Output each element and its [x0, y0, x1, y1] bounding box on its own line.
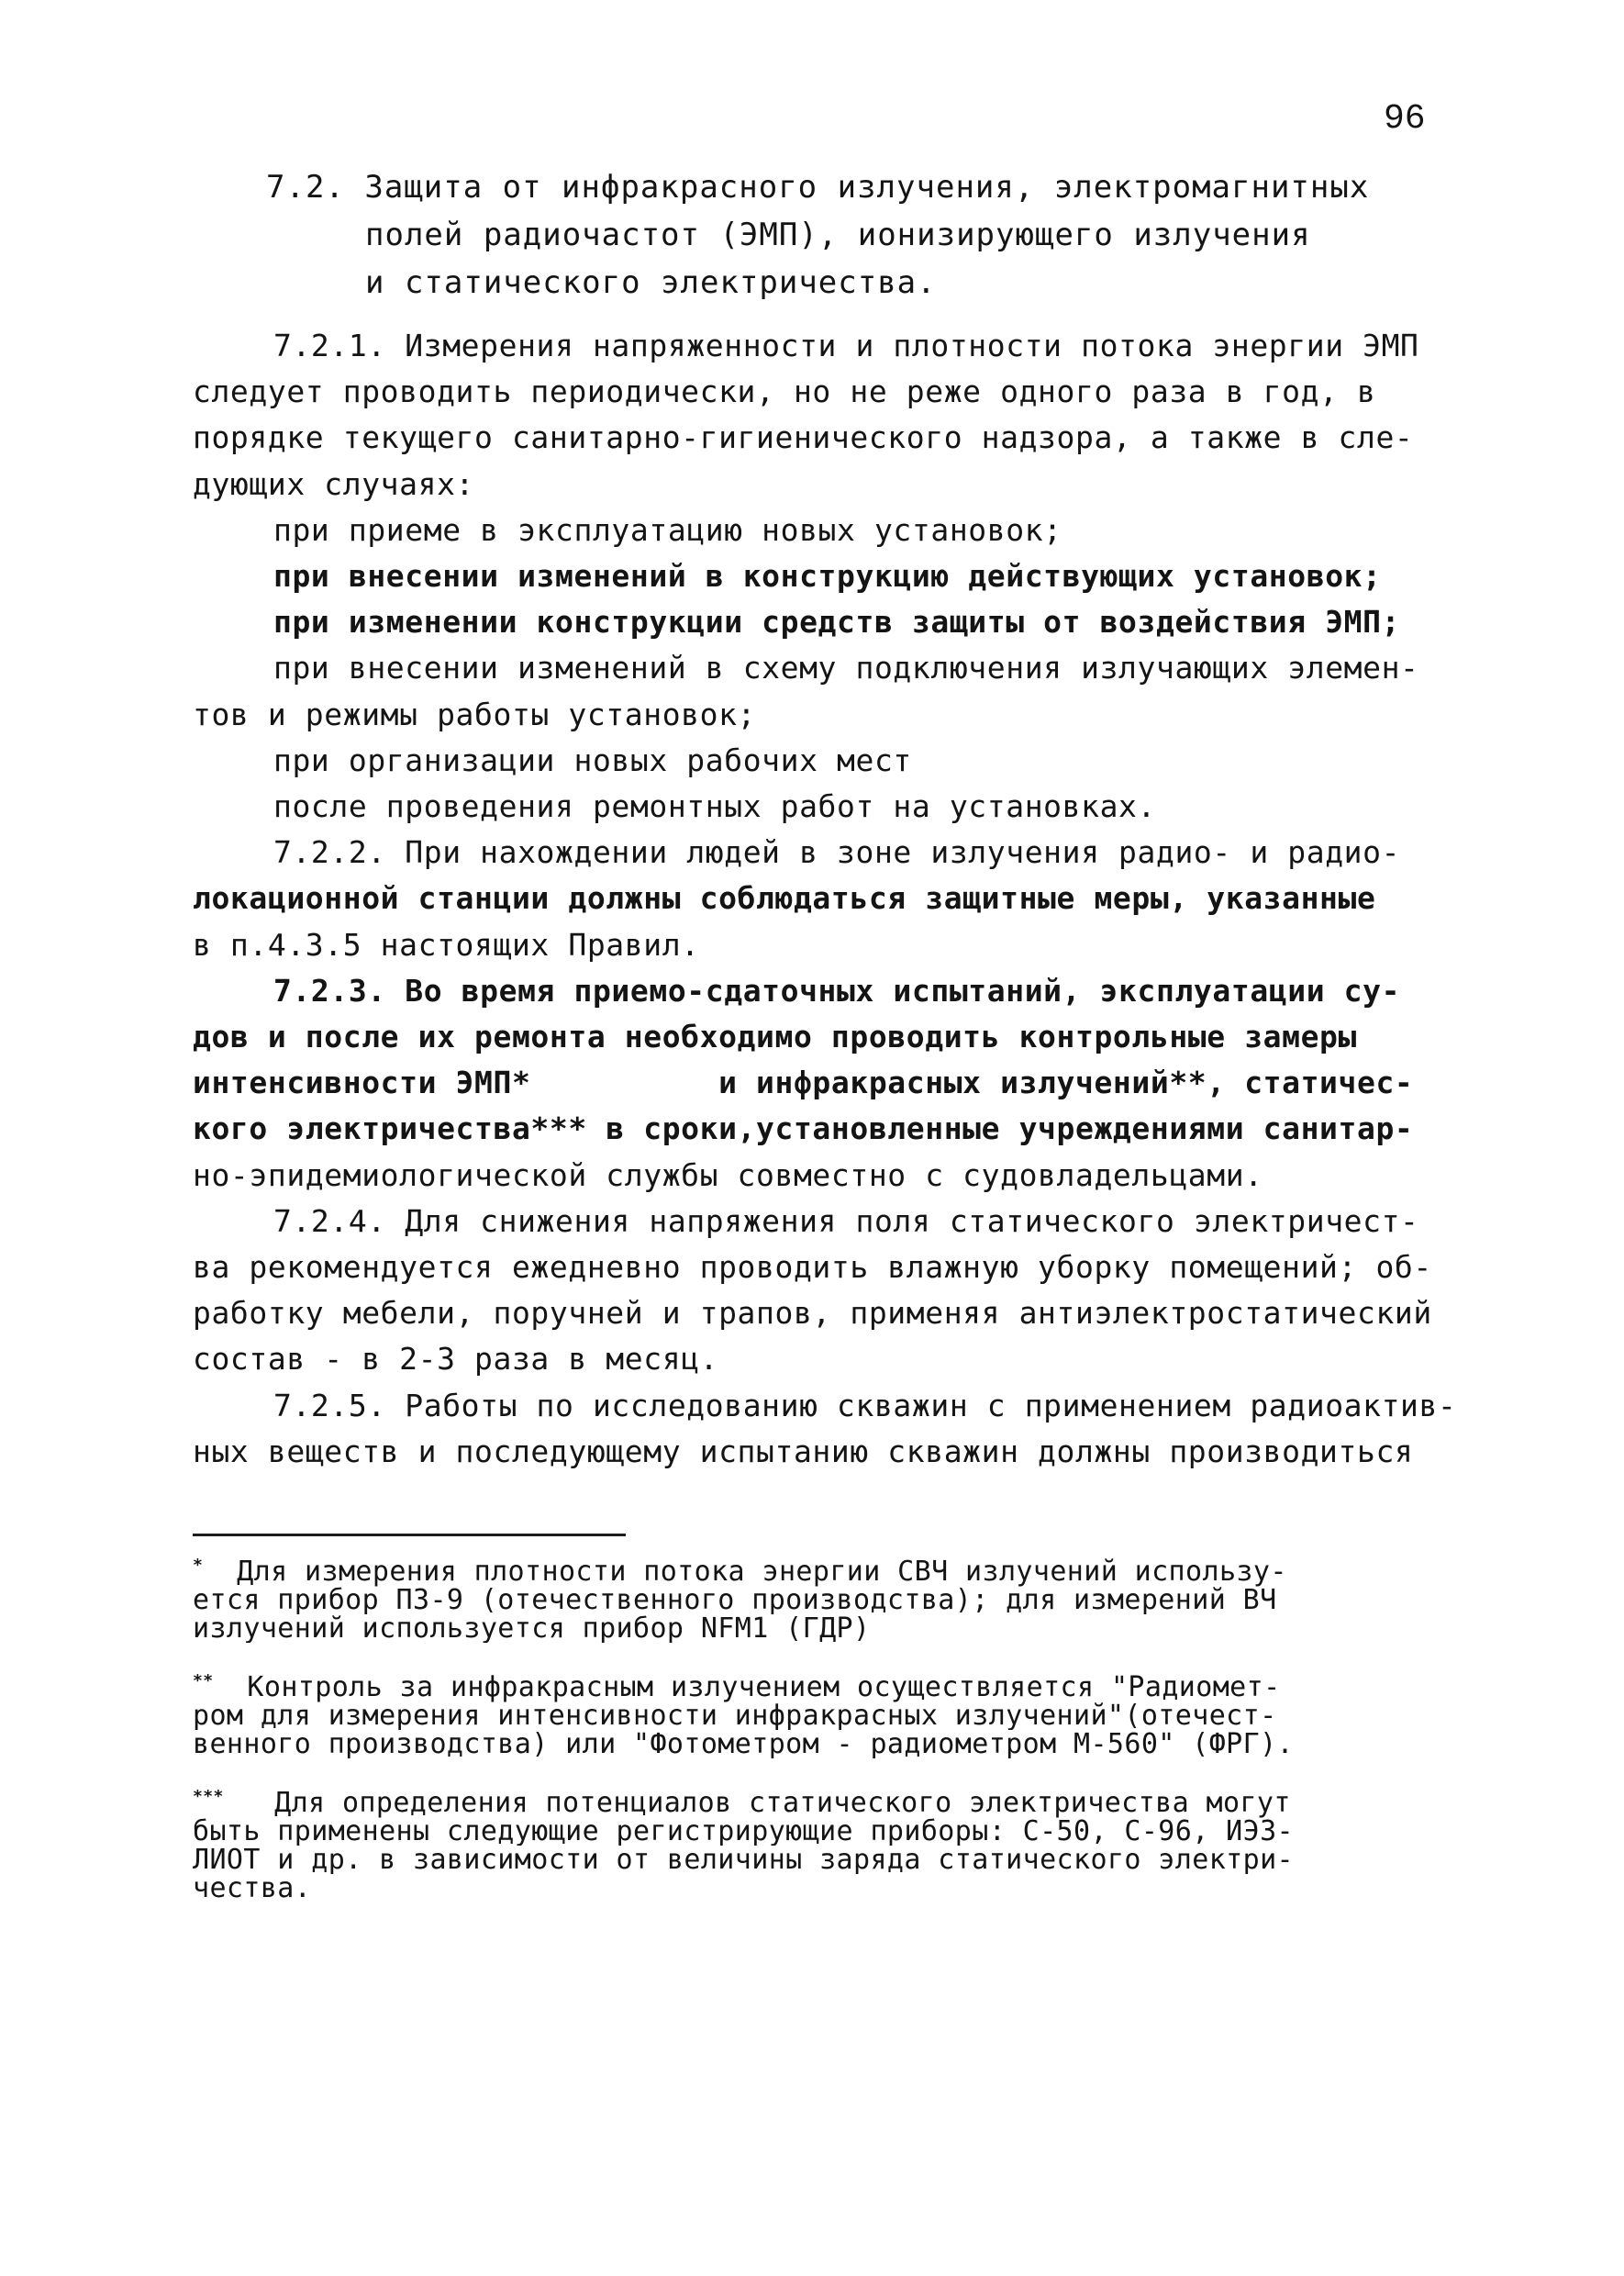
- paragraph-line: следует проводить периодически, но не реже одного раза в год, в: [193, 374, 1376, 410]
- footnote-mark: **: [193, 1671, 214, 1690]
- paragraph-line: кого электричества*** в сроки,установленные учреждениями санитар-: [193, 1110, 1414, 1147]
- paragraph-line: порядке текущего санитарно-гигиенического надзора, а также в сле-: [193, 419, 1414, 456]
- footnote: [193, 1782, 1496, 1902]
- list-item: при приеме в эксплуатацию новых установок;: [273, 511, 1062, 548]
- footnote-line: ЛИОТ и др. в зависимости от величины заряда статического электри-: [193, 1846, 1294, 1874]
- list-item: при организации новых рабочих мест: [273, 742, 912, 778]
- section-heading: [266, 163, 1486, 307]
- footnotes: [193, 1551, 1496, 1926]
- paragraph-line: в п.4.3.5 настоящих Правил.: [193, 926, 700, 963]
- paragraph-line: 7.2.5. Работы по исследованию скважин с применением радиоактив-: [273, 1387, 1457, 1423]
- list-item: тов и режимы работы установок;: [193, 696, 757, 732]
- footnote-line: Для измерения плотности потока энергии СВЧ излучений использу-: [203, 1556, 1287, 1588]
- paragraph-line: но-эпидемиологической службы совместно с судовладельцами.: [193, 1156, 1263, 1193]
- footnote-line: излучений используется прибор NFM1 (ГДР): [193, 1614, 871, 1643]
- page-number: 96: [1384, 99, 1426, 139]
- paragraph-line: локационной станции должны соблюдаться защитные меры, указанные: [193, 880, 1376, 917]
- paragraph-line: 7.2.1. Измерения напряженности и плотности потока энергии ЭМП: [273, 328, 1419, 363]
- footnote-line: быть применены следующие регистрирующие приборы: С-50, С-96, ИЭЗ-: [193, 1817, 1294, 1846]
- paragraph-line: работку мебели, поручней и трапов, применяя антиэлектростатический: [193, 1295, 1432, 1332]
- footnote-line: Для определения потенциалов статического электричества могут: [223, 1787, 1291, 1819]
- footnote-line: Контроль за инфракрасным излучением осуществляется "Радиомет-: [213, 1671, 1281, 1703]
- paragraph-line: ных веществ и последующему испытанию скважин должны производиться: [193, 1433, 1414, 1469]
- paragraph-line: интенсивности ЭМП* и инфракрасных излучений**, статичес-: [193, 1065, 1414, 1101]
- paragraph-line: 7.2.4. Для снижения напряжения поля статического электричест-: [273, 1202, 1419, 1239]
- footnote-line: чества.: [193, 1874, 312, 1902]
- footnote-mark: ***: [193, 1787, 224, 1806]
- list-item: при внесении изменений в схему подключения излучающих элемен-: [273, 650, 1419, 686]
- heading-line: 7.2. Защита от инфракрасного излучения, электромагнитных: [266, 169, 1370, 206]
- paragraph-line: состав - в 2-3 раза в месяц.: [193, 1341, 719, 1378]
- footnote-separator: [193, 1534, 626, 1536]
- footnote-line: ром для измерения интенсивности инфракрасных излучений"(отечест-: [193, 1701, 1277, 1730]
- paragraph-line: дующих случаях:: [193, 465, 475, 502]
- list-item: при изменении конструкции средств защиты от воздействия ЭМП;: [273, 604, 1401, 641]
- body-text: [193, 323, 1486, 1475]
- paragraph-line: дов и после их ремонта необходимо проводить контрольные замеры: [193, 1019, 1357, 1055]
- footnote-line: ется прибор ПЗ-9 (отечественного производства); для измерений ВЧ: [193, 1586, 1277, 1614]
- list-item: после проведения ремонтных работ на установках.: [273, 788, 1156, 825]
- paragraph-line: 7.2.2. При нахождении людей в зоне излучения радио- и радио-: [273, 834, 1401, 871]
- paragraph-line: 7.2.3. Во время приемо-сдаточных испытаний, эксплуатации су-: [273, 972, 1401, 1009]
- heading-line: и статического электричества.: [365, 264, 937, 301]
- footnote: [193, 1551, 1496, 1643]
- heading-line: полей радиочастот (ЭМП), ионизирующего излучения: [365, 217, 1311, 253]
- list-item: при внесении изменений в конструкцию действующих установок;: [273, 558, 1382, 595]
- footnote: [193, 1667, 1496, 1758]
- paragraph-line: ва рекомендуется ежедневно проводить влажную уборку помещений; об-: [193, 1249, 1432, 1286]
- footnote-mark: *: [193, 1556, 204, 1575]
- footnote-line: венного производства) или "Фотометром - радиометром М-560" (ФРГ).: [193, 1730, 1294, 1758]
